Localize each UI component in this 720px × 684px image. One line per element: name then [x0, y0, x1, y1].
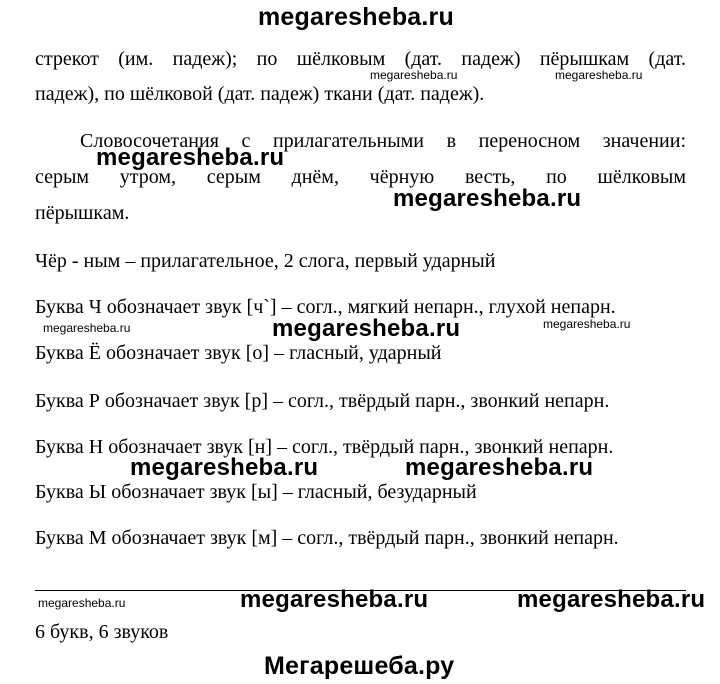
letter-analysis-line: Буква Р обозначает звук [р] – согл., твёрдый парн., звонкий непарн.	[35, 390, 610, 412]
watermark-large: megaresheba.ru	[517, 586, 706, 613]
watermark-large: megaresheba.ru	[272, 315, 461, 342]
watermark-small: megaresheba.ru	[543, 317, 631, 331]
letter-analysis-line: Буква Ч обозначает звук [ч`] – согл., мягкий непарн., глухой непарн.	[35, 296, 616, 318]
syllables-line: Чёр - ным – прилагательное, 2 слога, первый ударный	[35, 250, 496, 272]
watermark-small: megaresheba.ru	[38, 596, 126, 610]
watermark-large: megaresheba.ru	[96, 144, 285, 171]
watermark-small: megaresheba.ru	[555, 68, 643, 82]
watermark-large: megaresheba.ru	[393, 185, 582, 212]
watermark-large: megaresheba.ru	[405, 454, 594, 481]
letter-analysis-line: Буква М обозначает звук [м] – согл., твёрдый парн., звонкий непарн.	[35, 527, 619, 549]
footer-site-title: Мегарешеба.ру	[264, 652, 455, 680]
watermark-large: megaresheba.ru	[240, 586, 429, 613]
paragraph-1-line-2: падеж), по шёлковой (дат. падеж) ткани (дат. падеж).	[35, 83, 485, 105]
letter-analysis-line: Буква Н обозначает звук [н] – согл., твёрдый парн., звонкий непарн.	[35, 436, 614, 458]
summary-line: 6 букв, 6 звуков	[35, 621, 169, 643]
paragraph-2-line-2: серым утром, серым днём, чёрную весть, по шёлковым	[35, 166, 686, 188]
watermark-small: megaresheba.ru	[370, 68, 458, 82]
paragraph-1-line-1: стрекот (им. падеж); по шёлковым (дат. падеж) пёрышкам (дат.	[35, 48, 686, 70]
paragraph-2-line-3: пёрышкам.	[35, 202, 130, 224]
watermark-large: megaresheba.ru	[130, 454, 319, 481]
watermark-small: megaresheba.ru	[43, 321, 131, 335]
letter-analysis-line: Буква Ё обозначает звук [о] – гласный, ударный	[35, 342, 442, 364]
letter-analysis-line: Буква Ы обозначает звук [ы] – гласный, безударный	[35, 481, 477, 503]
header-site-title: megaresheba.ru	[258, 3, 454, 31]
paragraph-2-line-1: Словосочетания с прилагательными в переносном значении:	[80, 130, 686, 152]
